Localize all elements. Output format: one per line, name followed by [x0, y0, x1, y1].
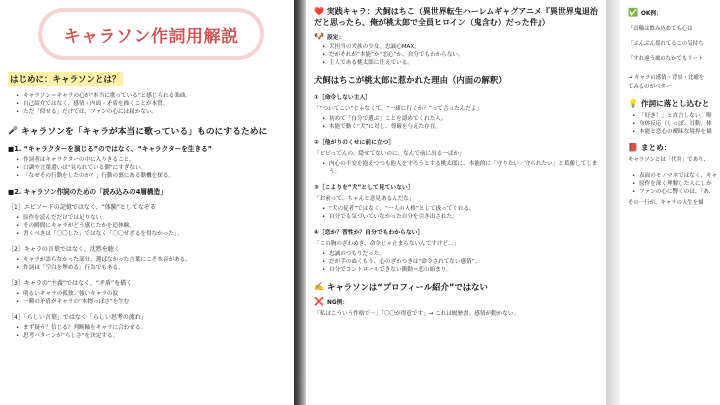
list-item: • だがそれが“本能”か“恋心”か、自分でもわからない。 [322, 51, 600, 59]
quote-2: 「ビビってんの、隠せてないのに。なんで前に出る一ばか」 [314, 151, 465, 157]
book-icon: 📕 [628, 142, 638, 152]
reason4-list [322, 250, 600, 274]
page-gutter-shadow [294, 0, 306, 405]
list-item: • 原作を読んだだけでは足りない。 [16, 214, 288, 222]
list-item: • キャラが語らなかった部分、選ばなかった言葉にこそ本音がある。 [16, 256, 288, 264]
list-item: • 内心の不安を抱えつつも他人を守ろうとする桃太郎に、本能的に「守りたい／守られたい」と葛藤してしまう。 [322, 160, 600, 176]
list-item: • 自分でも気づいていなかった自分を引き出された。 [322, 213, 600, 221]
summary-list [632, 172, 720, 196]
microphone-icon: 🎤 [8, 125, 18, 135]
layer-heading-1: ［1］エピソードの記憶ではなく、“体験”としてなぞる [8, 204, 156, 211]
list-item: • キャラソン＝キャラの心が“本当に歌っている”と感じられる楽曲。 [16, 92, 288, 100]
document-page-right [620, 0, 720, 405]
reason-heading-4: ④［恋か？習性か？自分でもわからない］ [314, 230, 424, 236]
title-pill [42, 12, 260, 56]
layer3-list [16, 290, 288, 306]
reason-heading: 犬飼はちこが桃太郎に惹かれた理由（内面の解釈） [314, 75, 507, 85]
ng-label-text: NG例： [326, 300, 349, 306]
summary-heading-text: まとめ： [640, 143, 672, 152]
reason-heading-3: ③［こよりを“犬”として見ていない］ [314, 185, 414, 191]
list-item: • 初めて「自分で選ぶ」ことを認めてくれた人。 [322, 115, 600, 123]
list-item: • “犬の従者”ではなく、“一人の人格”として扱ってくれる。 [322, 205, 600, 213]
ok-label [628, 8, 720, 17]
quote-1: 「“ついてこい”じゃなくて、“一緒に行くか？”って言ったんだよ」 [314, 106, 483, 112]
list-item: • その瞬間にキャラがどう感じたかを追体験。 [16, 222, 288, 230]
summary-text: キャラソンとは「代弁」であり、 [628, 157, 709, 163]
document-page-middle [306, 0, 606, 405]
character-title-text: 実践キャラ：犬飼はちこ（異世界転生ハーレムギャグアニメ『異世界鬼退治だと思ったら、俺が桃太郎で全員ヒロイン（鬼含む）だった件』） [314, 7, 598, 27]
list-item: • ファンの心に響くのは、「あ、 [632, 188, 720, 196]
list-item: • 本能と恋心の曖昧な境界を描 [632, 128, 720, 136]
quote-3: 「お前って、ちゃんと意見あるんだな」 [314, 196, 415, 202]
list-item: • 作詞は「空白を埋める」行為でもある。 [16, 264, 288, 272]
list-item: • 一瞬の矛盾がキャラの“本物っぽさ”を生む [16, 298, 288, 306]
ok-label-text: OK例： [640, 11, 662, 17]
section-heading-1 [8, 124, 288, 137]
list-item: • 忠誠のつもりだった。 [322, 250, 600, 258]
section-heading-text: キャラソンを「キャラが本当に歌っている」ものにするために [20, 127, 268, 137]
sec1-list [16, 156, 288, 180]
reason3-list [322, 205, 600, 221]
list-item: • 自分でコントロールできない衝動＝恋の始まり。 [322, 266, 600, 274]
list-item: • ただ「似せる」だけでは、ファンの心には届かない。 [16, 108, 288, 116]
ng-label [314, 297, 600, 306]
settings-list [322, 43, 600, 67]
character-title [314, 6, 600, 28]
list-item: • 作詞者はキャラクターの中に入りきること。 [16, 156, 288, 164]
reason-heading-1: ①［命令しない主人］ [314, 95, 372, 101]
ok-line-1: 「首輪は飲み込めても心は [628, 26, 693, 32]
page-title: キャラソン作詞用解説 [63, 26, 239, 47]
list-item: • 主人である桃太郎に仕えている。 [322, 59, 600, 67]
ng-example: 「私はこういう性格で〜」「〇〇が得意です」→ これは履歴書。感情が動かない。 [314, 311, 520, 317]
list-item: • 原作を深く理解した人にしか [632, 180, 720, 188]
lyrics-tips-list [632, 112, 720, 136]
list-item: • 表面のモノマネではなく、キャ [632, 172, 720, 180]
layer1-list [16, 214, 288, 238]
list-item: • 書くべきは「〇〇した」ではなく「〇〇せざるを得なかった」。 [16, 230, 288, 238]
lyrics-tips-heading [628, 98, 720, 109]
list-item: • 明るいキャラの孤独／強いキャラの涙 [16, 290, 288, 298]
check-mark-icon: ✅ [628, 7, 638, 17]
list-item: • 自己紹介ではなく、感情・内面・矛盾を描くことが本質。 [16, 100, 288, 108]
ok-line-3: 「すれ違う風のなかでもリート [628, 56, 704, 62]
settings-label-text: 設定： [326, 35, 345, 41]
lyrics-tips-heading-text: 作詞に落とし込むと [640, 99, 710, 108]
note-line-1: → キャラの感情・背景・比喩を [628, 75, 705, 81]
layer-heading-2: ［2］キャラの言葉ではなく、沈黙を聴く [8, 246, 120, 253]
cross-mark-icon: ❌ [314, 296, 324, 306]
layer-heading-4: ［4］「らしい言葉」ではなく「らしい思考の流れ」 [8, 314, 147, 321]
list-item: • 本能で動く“犬”に対し、尊厳を与えた存在。 [322, 123, 600, 131]
list-item: • まず疑う？信じる？判断軸をキャラに合わせる。 [16, 324, 288, 332]
list-item: • 口調や言葉遣いは“見られている側”にすぎない。 [16, 164, 288, 172]
list-item: • 思考パターンが“らしさ”を決定する。 [16, 332, 288, 340]
subsection-heading-2: ■2. キャラソン作詞のための「読み込みの4層構造」 [8, 188, 167, 196]
list-item: • 身体反応（しっぽ、耳動、体 [632, 120, 720, 128]
profile-heading [314, 281, 600, 293]
list-item: • 犬担当の犬族の少女。忠誠心MAX。 [322, 43, 600, 51]
intro-heading: はじめに：キャラソンとは？ [8, 72, 123, 86]
document-page-left [0, 0, 294, 405]
list-item: • 「好き！」と直言しない。喉 [632, 112, 720, 120]
title-pill-border [38, 8, 264, 60]
profile-heading-text: キャラソンは“プロフィール紹介”ではない [326, 282, 488, 292]
heart-icon: ❤️ [314, 7, 324, 16]
quote-4: 「この胸のざわめき、命令じゃ止まらないんですけど…」 [314, 241, 460, 247]
writing-hand-icon: ✍️ [314, 282, 324, 291]
reason-heading-2: ②［他がりのくせに前に立つ］ [314, 140, 395, 146]
intro-list [16, 92, 288, 116]
list-item: • だが手のぬくもり、心のざわつきは“命令されてない感情”。 [322, 258, 600, 266]
layer2-list [16, 256, 288, 272]
reason2-list [322, 160, 600, 176]
page-gutter-shadow-right [606, 0, 620, 405]
layer-heading-3: ［3］キャラの“主義”ではなく、“矛盾”を描く [8, 280, 133, 287]
settings-label [314, 32, 600, 41]
closing-line: その一行が、キャラの人生を描 [628, 200, 704, 206]
note-line-2: てみるのがベター [628, 84, 672, 90]
list-item: • 「なぜその行動をしたのか？」行動の裏にある動機を探る。 [16, 172, 288, 180]
reason1-list [322, 115, 600, 131]
summary-heading [628, 142, 720, 153]
ok-line-2: 「ぶんぶん揺れてるこの気持ち [628, 41, 704, 47]
dog-icon: 🐶 [314, 31, 324, 41]
subsection-heading-1: ■1. “キャラクターを演じる”のではなく、“キャラクターを生きる” [8, 145, 212, 153]
layer4-list [16, 324, 288, 340]
light-bulb-icon: 💡 [628, 98, 638, 108]
